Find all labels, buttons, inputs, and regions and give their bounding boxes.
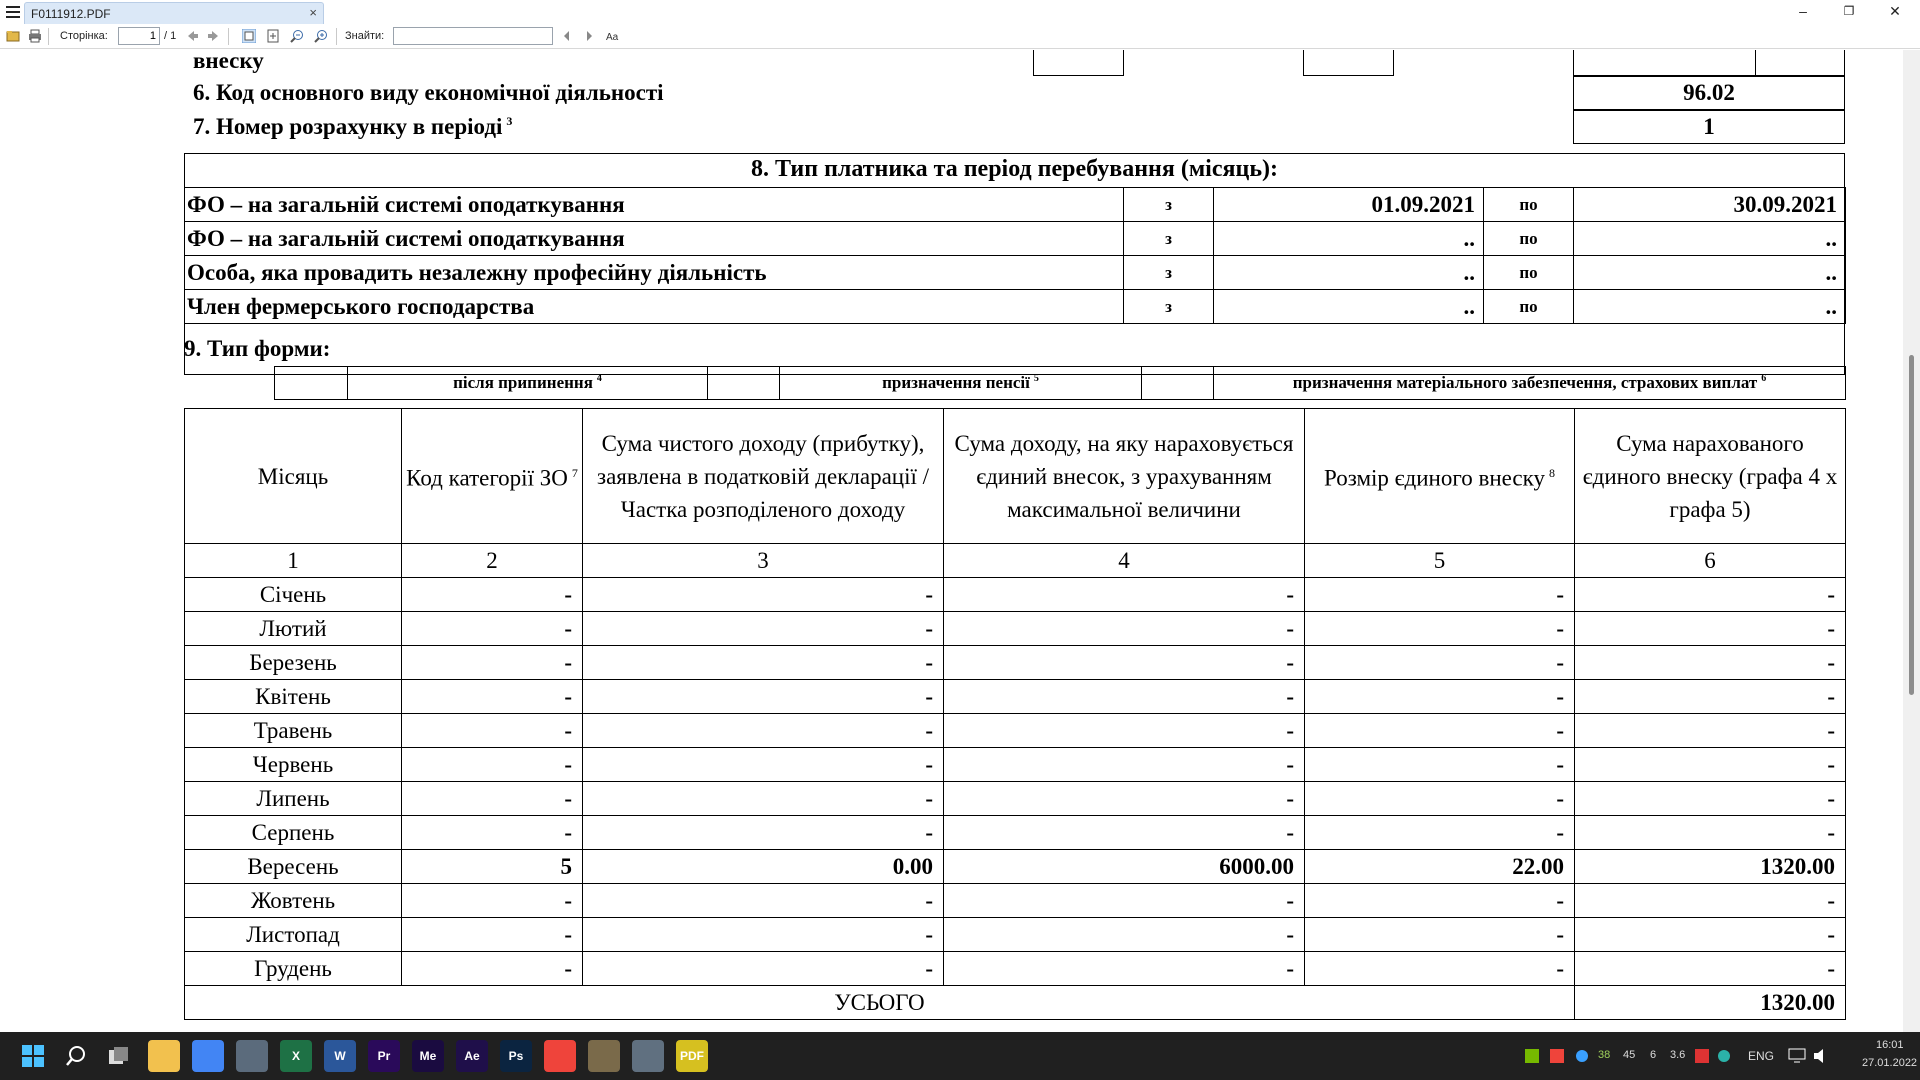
sum-cell: - (1575, 646, 1846, 680)
vertical-scrollbar[interactable] (1903, 50, 1920, 1032)
form-type-table (274, 366, 1846, 400)
net-cell: - (583, 646, 944, 680)
month-cell: Вересень (185, 850, 402, 884)
code-cell: - (402, 952, 583, 986)
scrollbar-thumb[interactable] (1909, 355, 1914, 695)
form-type-checkbox-benefits[interactable] (1142, 367, 1214, 400)
rate-cell: - (1305, 748, 1575, 782)
page-number-input[interactable] (118, 27, 160, 45)
table-row (185, 680, 1846, 714)
base-cell: - (944, 782, 1305, 816)
net-cell: - (583, 952, 944, 986)
sum-cell: - (1575, 578, 1846, 612)
toolbar-separator (48, 28, 49, 45)
base-cell: - (944, 918, 1305, 952)
language-indicator[interactable]: ENG (1748, 1049, 1775, 1063)
base-cell: - (944, 714, 1305, 748)
tray-value: 45 (1623, 1049, 1636, 1061)
title-bar (0, 0, 1920, 24)
base-cell: - (944, 578, 1305, 612)
calculator-icon[interactable] (236, 1040, 268, 1072)
sum-cell: - (1575, 782, 1846, 816)
network-tray-icon[interactable] (1575, 1049, 1589, 1063)
toolbar-separator (228, 28, 229, 45)
match-case-icon[interactable] (606, 29, 620, 43)
sum-cell: - (1575, 748, 1846, 782)
find-label: Знайти: (345, 30, 385, 42)
payer-type-label: ФО – на загальній системі оподаткування (185, 188, 1124, 222)
task-view-icon[interactable] (108, 1045, 130, 1067)
period-from-value: .. (1214, 222, 1484, 256)
section9-title: 9. Тип форми: (184, 336, 331, 361)
payer-type-row (185, 222, 1846, 256)
period-from-value: 01.09.2021 (1214, 188, 1484, 222)
month-cell: Грудень (185, 952, 402, 986)
form-type-benefits: призначення матеріального забезпечення, страхових виплат $^6$ (1214, 367, 1846, 400)
excel-icon[interactable]: X (280, 1040, 312, 1072)
row6-label: 6. Код основного виду економічної діяльності (193, 80, 664, 105)
form-box (1033, 50, 1124, 76)
volume-icon[interactable] (1812, 1048, 1830, 1064)
pdf-reader-icon[interactable]: PDF (676, 1040, 708, 1072)
column-header: Місяць (185, 409, 402, 544)
tray-cpu-temp: 38 (1598, 1049, 1611, 1061)
anydesk-tray-icon[interactable] (1550, 1049, 1564, 1063)
net-cell: - (583, 782, 944, 816)
column-number: 4 (944, 544, 1305, 578)
rate-cell: - (1305, 646, 1575, 680)
period-to-value: .. (1574, 222, 1846, 256)
photoshop-icon[interactable]: Ps (500, 1040, 532, 1072)
table-row (185, 714, 1846, 748)
form-box (1573, 50, 1845, 76)
fit-width-icon[interactable] (242, 29, 256, 43)
form-box (1303, 50, 1394, 76)
zoom-in-icon[interactable] (314, 29, 328, 43)
after-effects-icon[interactable]: Ae (456, 1040, 488, 1072)
total-value: 1320.00 (1575, 986, 1846, 1020)
sum-cell: - (1575, 714, 1846, 748)
month-cell: Лютий (185, 612, 402, 646)
column-header: Сума чистого доходу (прибутку), заявлена в податковій декларації / Частка розподіленого доходу (583, 409, 944, 544)
total-row (185, 986, 1846, 1020)
sum-cell: - (1575, 680, 1846, 714)
base-cell: 6000.00 (944, 850, 1305, 884)
row7-label: 7. Номер розрахунку в періоді $^3$ (193, 114, 513, 139)
code-cell: - (402, 782, 583, 816)
month-cell: Березень (185, 646, 402, 680)
month-cell: Серпень (185, 816, 402, 850)
page-total: / 1 (164, 30, 177, 42)
table-row (185, 952, 1846, 986)
net-cell: - (583, 578, 944, 612)
base-cell: - (944, 612, 1305, 646)
sum-cell: - (1575, 612, 1846, 646)
month-cell: Травень (185, 714, 402, 748)
anydesk-icon[interactable] (544, 1040, 576, 1072)
net-cell: - (583, 748, 944, 782)
next-page-icon[interactable] (206, 29, 220, 43)
period-from-label: з (1124, 290, 1214, 324)
code-cell: - (402, 578, 583, 612)
column-number: 2 (402, 544, 583, 578)
net-cell: - (583, 680, 944, 714)
net-cell: - (583, 816, 944, 850)
table-row (185, 578, 1846, 612)
column-number: 5 (1305, 544, 1575, 578)
table-row (185, 850, 1846, 884)
nvidia-tray-icon[interactable] (1525, 1049, 1539, 1063)
column-header: Сума доходу, на яку нараховується єдиний внесок, з урахуванням максимальної величини (944, 409, 1305, 544)
open-folder-icon[interactable] (6, 29, 20, 43)
document-view[interactable] (0, 50, 1920, 1032)
document-tab[interactable] (24, 2, 324, 24)
period-to-label: по (1484, 188, 1574, 222)
tray-value: 3.6 (1670, 1049, 1686, 1061)
toolbar (0, 24, 1920, 49)
paint-icon[interactable] (588, 1040, 620, 1072)
rate-cell: - (1305, 918, 1575, 952)
clock-date[interactable]: 27.01.2022 (1862, 1057, 1918, 1069)
payer-type-label: Член фермерського господарства (185, 290, 1124, 324)
start-icon[interactable] (22, 1045, 44, 1067)
column-header: Код категорії ЗО $^7$ (402, 409, 583, 544)
period-from-value: .. (1214, 256, 1484, 290)
base-cell: - (944, 748, 1305, 782)
code-cell: - (402, 680, 583, 714)
tab-close-icon[interactable]: × (309, 5, 317, 20)
rate-cell: 22.00 (1305, 850, 1575, 884)
clock-time[interactable]: 16:01 (1876, 1039, 1904, 1051)
calendar-tray-icon[interactable] (1695, 1049, 1709, 1063)
period-from-label: з (1124, 256, 1214, 290)
tray-value: 6 (1650, 1049, 1657, 1061)
table-header-row (185, 409, 1846, 544)
app-tray-icon[interactable] (1717, 1049, 1731, 1063)
close-button[interactable]: ✕ (1889, 3, 1901, 19)
month-cell: Листопад (185, 918, 402, 952)
month-cell: Липень (185, 782, 402, 816)
base-cell: - (944, 680, 1305, 714)
section8-title: 8. Тип платника та період перебування (місяць): (751, 156, 1278, 182)
minimize-button[interactable]: – (1799, 3, 1807, 19)
toolbar-separator (336, 28, 337, 45)
table-row (185, 884, 1846, 918)
form-type-checkbox-after-termination[interactable] (275, 367, 348, 400)
settings-icon[interactable] (632, 1040, 664, 1072)
net-cell: - (583, 918, 944, 952)
table-row (185, 918, 1846, 952)
payer-type-label: ФО – на загальній системі оподаткування (185, 222, 1124, 256)
period-to-value: .. (1574, 256, 1846, 290)
print-icon[interactable] (28, 29, 42, 43)
column-number: 6 (1575, 544, 1846, 578)
period-from-label: з (1124, 222, 1214, 256)
column-header: Сума нарахованого єдиного внеску (графа 4 х графа 5) (1575, 409, 1846, 544)
tab-title: F0111912.PDF (31, 7, 111, 21)
zoom-out-icon[interactable] (290, 29, 304, 43)
find-next-icon[interactable] (582, 29, 596, 43)
net-cell: - (583, 612, 944, 646)
taskbar (0, 1032, 1920, 1080)
period-from-value: .. (1214, 290, 1484, 324)
payer-type-row (185, 188, 1846, 222)
chrome-icon[interactable] (192, 1040, 224, 1072)
period-to-label: по (1484, 256, 1574, 290)
find-input[interactable] (393, 27, 553, 45)
contribution-label: внеску (193, 50, 264, 73)
column-number: 1 (185, 544, 402, 578)
page-label: Сторінка: (60, 30, 108, 42)
code-cell: - (402, 816, 583, 850)
fit-page-icon[interactable] (266, 29, 280, 43)
sum-cell: - (1575, 918, 1846, 952)
rate-cell: - (1305, 952, 1575, 986)
monthly-table (184, 408, 1846, 1020)
payer-type-row (185, 290, 1846, 324)
base-cell: - (944, 816, 1305, 850)
sum-cell: 1320.00 (1575, 850, 1846, 884)
rate-cell: - (1305, 578, 1575, 612)
word-icon[interactable]: W (324, 1040, 356, 1072)
net-cell: 0.00 (583, 850, 944, 884)
period-to-label: по (1484, 290, 1574, 324)
sum-cell: - (1575, 952, 1846, 986)
table-row (185, 748, 1846, 782)
rate-cell: - (1305, 816, 1575, 850)
base-cell: - (944, 646, 1305, 680)
rate-cell: - (1305, 782, 1575, 816)
maximize-button[interactable]: ❐ (1843, 4, 1855, 18)
sum-cell: - (1575, 884, 1846, 918)
table-row (185, 782, 1846, 816)
month-cell: Жовтень (185, 884, 402, 918)
media-encoder-icon[interactable]: Me (412, 1040, 444, 1072)
payer-type-label: Особа, яка провадить незалежну професійну діяльність (185, 256, 1124, 290)
table-row (185, 612, 1846, 646)
rate-cell: - (1305, 612, 1575, 646)
section8-table (184, 187, 1846, 324)
table-row (185, 816, 1846, 850)
month-cell: Січень (185, 578, 402, 612)
period-to-value: .. (1574, 290, 1846, 324)
premiere-icon[interactable]: Pr (368, 1040, 400, 1072)
menu-icon[interactable] (6, 6, 20, 18)
form-type-checkbox-pension[interactable] (708, 367, 780, 400)
form-type-after-termination: після припинення $^4$ (348, 367, 708, 400)
search-icon[interactable] (65, 1045, 87, 1067)
row6-value: 96.02 (1573, 76, 1845, 110)
table-row (185, 646, 1846, 680)
code-cell: - (402, 918, 583, 952)
column-number-row (185, 544, 1846, 578)
form-box-divider (1755, 50, 1756, 76)
code-cell: 5 (402, 850, 583, 884)
month-cell: Червень (185, 748, 402, 782)
rate-cell: - (1305, 714, 1575, 748)
base-cell: - (944, 884, 1305, 918)
form-type-pension: призначення пенсії $^5$ (780, 367, 1142, 400)
column-header: Розмір єдиного внеску $^8$ (1305, 409, 1575, 544)
code-cell: - (402, 646, 583, 680)
code-cell: - (402, 612, 583, 646)
find-prev-icon[interactable] (560, 29, 574, 43)
period-to-label: по (1484, 222, 1574, 256)
total-label: УСЬОГО (185, 986, 1575, 1020)
payer-type-row (185, 256, 1846, 290)
period-to-value: 30.09.2021 (1574, 188, 1846, 222)
month-cell: Квітень (185, 680, 402, 714)
rate-cell: - (1305, 680, 1575, 714)
sum-cell: - (1575, 816, 1846, 850)
code-cell: - (402, 748, 583, 782)
display-icon[interactable] (1788, 1048, 1806, 1064)
period-from-label: з (1124, 188, 1214, 222)
rate-cell: - (1305, 884, 1575, 918)
prev-page-icon[interactable] (186, 29, 200, 43)
base-cell: - (944, 952, 1305, 986)
svg-text:Aa: Aa (606, 32, 619, 43)
code-cell: - (402, 714, 583, 748)
file-explorer-icon[interactable] (148, 1040, 180, 1072)
net-cell: - (583, 714, 944, 748)
code-cell: - (402, 884, 583, 918)
column-number: 3 (583, 544, 944, 578)
row7-value: 1 (1573, 110, 1845, 144)
net-cell: - (583, 884, 944, 918)
